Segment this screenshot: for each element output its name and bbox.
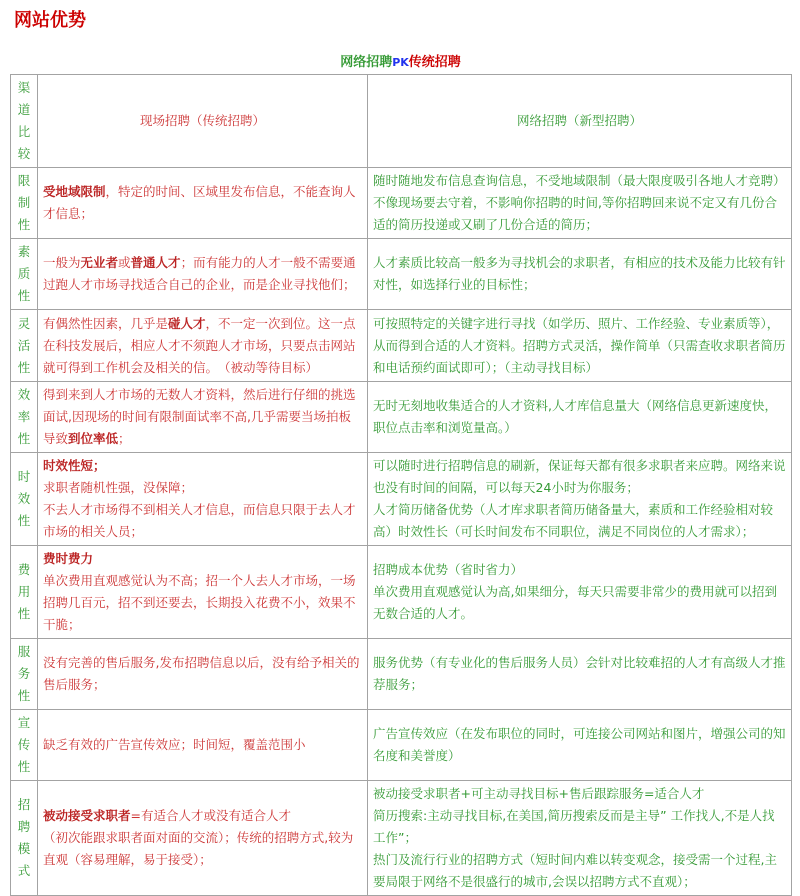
- row-cost: [11, 546, 792, 639]
- row-recruit-mode: [11, 781, 792, 896]
- online-cell: [368, 546, 792, 639]
- traditional-cell: [38, 781, 368, 896]
- text-segment: 随时随地发布信息查询信息，不受地域限制（最大限度吸引各地人才竞聘）不像现场要去守着，不影响你招聘的时间,等你招聘回来说不定又有几份合适的简历投递或又刷了几份合适的简历；: [373, 173, 786, 232]
- row-label: 效率性: [11, 382, 38, 453]
- caption-pk-label: PK: [392, 56, 409, 69]
- row-efficiency: [11, 382, 792, 453]
- traditional-cell: [38, 239, 368, 310]
- online-cell: [368, 239, 792, 310]
- row-promotion: [11, 710, 792, 781]
- text-segment: 受地域限制: [43, 184, 106, 199]
- online-cell: [368, 639, 792, 710]
- text-segment: ，不一定一次到位。这一点在科技发展后，相应人才不须跑人才市场，只要点击网站就可得到工作机会及相关的信。 （被动等待目标）: [43, 315, 356, 375]
- traditional-cell: [38, 382, 368, 453]
- row-service: [11, 639, 792, 710]
- text-segment: 被动接受求职者: [43, 808, 131, 823]
- header-online: 网络招聘（新型招聘）: [368, 75, 792, 168]
- text-segment: ；而有能力的人才一般不需要通过跑人才市场寻找适合自己的企业，而是企业寻找他们；: [43, 255, 356, 292]
- traditional-cell: [38, 168, 368, 239]
- row-label: 服务性: [11, 639, 38, 710]
- text-segment: 服务优势（有专业化的售后服务人员）会针对比较难招的人才有高级人才推荐服务；: [373, 655, 786, 692]
- text-segment: 广告宣传效应（在发布职位的同时，可连接公司网站和图片，增强公司的知名度和美誉度）: [373, 726, 786, 763]
- header-row: [11, 75, 792, 168]
- row-restriction: [11, 168, 792, 239]
- traditional-cell: [38, 453, 368, 546]
- text-segment: 无时无刻地收集适合的人才资料,人才库信息量大（网络信息更新速度快，职位点击率和浏览量高。）: [373, 398, 777, 435]
- text-segment: ，特定的时间、区域里发布信息，不能查询人才信息；: [43, 184, 356, 221]
- text-segment: 缺乏有效的广告宣传效应；时间短，覆盖范围小: [43, 737, 306, 752]
- traditional-cell: [38, 546, 368, 639]
- text-segment: 没有完善的售后服务,发布招聘信息以后，没有给予相关的售后服务；: [43, 655, 360, 692]
- text-segment: 普通人才: [130, 255, 181, 270]
- text-segment: 一般为: [43, 255, 81, 270]
- text-segment: 有偶然性因素，几乎是: [43, 315, 169, 331]
- row-label: 招聘模式: [11, 781, 38, 896]
- online-cell: [368, 710, 792, 781]
- text-segment: 招聘成本优势（省时省力） 单次费用直观感觉认为高,如果细分，每天只需要非常少的费用就可以招到无数合适的人才。: [373, 562, 777, 621]
- online-cell: [368, 382, 792, 453]
- text-segment: 单次费用直观感觉认为不高；招一个人去人才市场，一场招聘几百元，招不到还要去，长期投入花费不小，效果不干脆；: [43, 573, 356, 632]
- row-label: 费用性: [11, 546, 38, 639]
- text-segment: 到位率低: [68, 431, 119, 446]
- online-cell: [368, 168, 792, 239]
- header-traditional: 现场招聘（传统招聘）: [38, 75, 368, 168]
- page: [0, 10, 800, 896]
- text-segment: 被动接受求职者+可主动寻找目标+售后跟踪服务=适合人才 简历搜索:主动寻找目标,在美国,简历搜索反而是主导” 工作找人,不是人找工作”； 热门及流行行业的招聘方式（短时间内难以转变观念，接受需一个过程,主要局限于网络不是很盛行的城市,会误以招聘方式不直观）；: [373, 786, 777, 889]
- traditional-cell: [38, 710, 368, 781]
- row-flexibility: [11, 310, 792, 382]
- online-cell: [368, 310, 792, 382]
- row-label: 素质性: [11, 239, 38, 310]
- caption-online-label: 网络招聘: [340, 55, 393, 70]
- header-channel-label: 渠道比较: [11, 75, 38, 168]
- table-caption: [10, 55, 791, 71]
- text-segment: 费时费力: [43, 551, 94, 566]
- online-cell: [368, 453, 792, 546]
- text-segment: 求职者随机性强，没保障； 不去人才市场得不到相关人才信息，而信息只限于去人才市场的相关人员；: [43, 480, 356, 539]
- page-title: 网站优势: [14, 10, 86, 31]
- text-segment: =有适合人才或没有适合人才 （初次能跟求职者面对面的交流）；传统的招聘方式,较为直观（容易理解，易于接受）；: [43, 808, 354, 867]
- caption-traditional-label: 传统招聘: [408, 55, 461, 70]
- text-segment: 或: [118, 255, 131, 270]
- traditional-cell: [38, 310, 368, 382]
- row-label: 时效性: [11, 453, 38, 546]
- text-segment: ；: [118, 431, 131, 446]
- row-quality: [11, 239, 792, 310]
- online-cell: [368, 781, 792, 896]
- row-timeliness: [11, 453, 792, 546]
- text-segment: 可按照特定的关键字进行寻找（如学历、照片、工作经验、专业素质等），从而得到合适的人才资料。招聘方式灵活，操作简单（只需查收求职者简历和电话预约面试即可）；（主动寻找目标）: [373, 315, 786, 375]
- text-segment: 得到来到人才市场的无数人才资料，然后进行仔细的挑选面试,因现场的时间有限制面试率不高,几乎需要当场拍板导致: [43, 387, 356, 446]
- text-segment: 碰人才: [168, 315, 206, 331]
- text-segment: 人才素质比较高一般多为寻找机会的求职者，有相应的技术及能力比较有针对性，如选择行业的目标性；: [373, 255, 786, 292]
- text-segment: 无业者: [80, 255, 119, 270]
- traditional-cell: [38, 639, 368, 710]
- row-label: 宣传性: [11, 710, 38, 781]
- row-label: 限制性: [11, 168, 38, 239]
- row-label: 灵活性: [11, 310, 38, 382]
- comparison-table: [10, 74, 792, 896]
- text-segment: 时效性短；: [43, 458, 106, 473]
- text-segment: 可以随时进行招聘信息的刷新，保证每天都有很多求职者来应聘。网络来说也没有时间的间隔，可以每天24小时为你服务； 人才简历储备优势（人才库求职者简历储备量大，素质和工作经验相对较高）时效性长（可长时间发布不同职位，满足不同岗位的人才需求）；: [373, 458, 786, 539]
